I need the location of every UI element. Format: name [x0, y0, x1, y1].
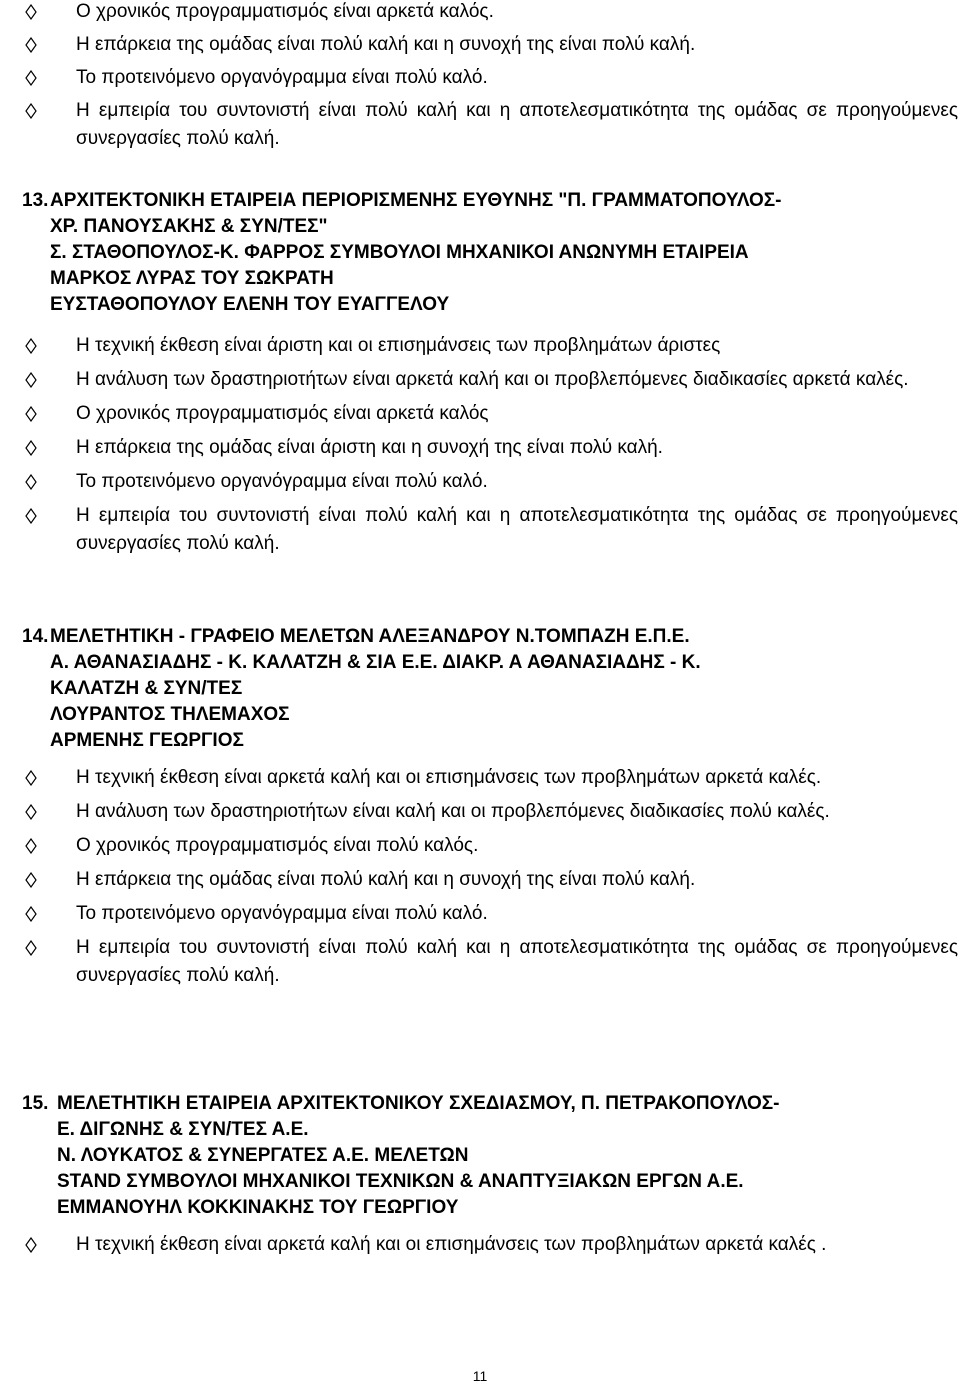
heading-line: ΧΡ. ΠΑΝΟΥΣΑΚΗΣ & ΣΥΝ/ΤΕΣ"	[50, 216, 328, 237]
section-number: 13.	[22, 190, 49, 211]
list-item: Η εμπειρία του συντονιστή είναι πολύ καλή και η αποτελεσματικότητα της ομάδας σε προηγούμενες συνεργασίες πολύ καλή.	[0, 934, 960, 990]
diamond-outline-icon	[22, 434, 42, 462]
list-item: Η τεχνική έκθεση είναι άριστη και οι επισημάνσεις των προβλημάτων άριστες	[0, 332, 960, 360]
list-item: Ο χρονικός προγραμματισμός είναι αρκετά καλός.	[0, 0, 960, 26]
list-item: Η επάρκεια της ομάδας είναι άριστη και η συνοχή της είναι πολύ καλή.	[0, 434, 960, 462]
heading-line: ΚΑΛΑΤΖΗ & ΣΥΝ/ΤΕΣ	[50, 678, 243, 699]
diamond-outline-icon	[22, 764, 42, 792]
list-item: Ο χρονικός προγραμματισμός είναι πολύ καλός.	[0, 832, 960, 860]
heading-line: Α. ΑΘΑΝΑΣΙΑΔΗΣ - Κ. ΚΑΛΑΤΖΗ & ΣΙΑ Ε.Ε. ΔΙΑΚΡ. Α ΑΘΑΝΑΣΙΑΔΗΣ - Κ.	[50, 652, 701, 673]
heading-line: ΜΕΛΕΤΗΤΙΚΗ ΕΤΑΙΡΕΙΑ ΑΡΧΙΤΕΚΤΟΝΙΚΟΥ ΣΧΕΔΙΑΣΜΟΥ, Π. ΠΕΤΡΑΚΟΠΟΥΛΟΣ-	[57, 1093, 780, 1114]
heading-line: ΑΡΧΙΤΕΚΤΟΝΙΚΗ ΕΤΑΙΡΕΙΑ ΠΕΡΙΟΡΙΣΜΕΝΗΣ ΕΥΘΥΝΗΣ "Π. ΓΡΑΜΜΑΤΟΠΟΥΛΟΣ-	[50, 190, 782, 211]
heading-line: ΛΟΥΡΑΝΤΟΣ ΤΗΛΕΜΑΧΟΣ	[50, 704, 290, 725]
list-item: Η εμπειρία του συντονιστή είναι πολύ καλή και η αποτελεσματικότητα της ομάδας σε προηγούμενες συνεργασίες πολύ καλή.	[0, 97, 960, 153]
heading-line: ΑΡΜΕΝΗΣ ΓΕΩΡΓΙΟΣ	[50, 730, 244, 751]
diamond-outline-icon	[22, 832, 42, 860]
diamond-outline-icon	[22, 400, 42, 428]
section-13-heading	[0, 188, 960, 318]
list-item: Η τεχνική έκθεση είναι αρκετά καλή και οι επισημάνσεις των προβλημάτων αρκετά καλές.	[0, 764, 960, 792]
heading-line: Ε. ΔΙΓΩΝΗΣ & ΣΥΝ/ΤΕΣ Α.Ε.	[57, 1119, 309, 1140]
section-15-heading	[0, 1091, 960, 1221]
list-item: Ο χρονικός προγραμματισμός είναι αρκετά καλός	[0, 400, 960, 428]
list-item: Η ανάλυση των δραστηριοτήτων είναι αρκετά καλή και οι προβλεπόμενες διαδικασίες αρκετά καλές.	[0, 366, 960, 394]
diamond-outline-icon	[22, 934, 42, 962]
list-item: Η επάρκεια της ομάδας είναι πολύ καλή και η συνοχή της είναι πολύ καλή.	[0, 31, 960, 59]
section-14-list	[0, 764, 960, 990]
list-item: Η τεχνική έκθεση είναι αρκετά καλή και οι επισημάνσεις των προβλημάτων αρκετά καλές .	[0, 1231, 960, 1259]
diamond-outline-icon	[22, 502, 42, 530]
heading-line: STAND ΣΥΜΒΟΥΛΟΙ ΜΗΧΑΝΙΚΟΙ ΤΕΧΝΙΚΩΝ & ΑΝΑΠΤΥΞΙΑΚΩΝ ΕΡΓΩΝ Α.Ε.	[57, 1171, 744, 1192]
bullet-list-continued	[0, 0, 960, 153]
page-number: 11	[472, 1368, 488, 1384]
section-14-heading	[0, 624, 960, 754]
heading-line: ΜΕΛΕΤΗΤΙΚΗ - ΓΡΑΦΕΙΟ ΜΕΛΕΤΩΝ ΑΛΕΞΑΝΔΡΟΥ Ν.ΤΟΜΠΑΖΗ Ε.Π.Ε.	[50, 626, 690, 647]
list-item: Η εμπειρία του συντονιστή είναι πολύ καλή και η αποτελεσματικότητα της ομάδας σε προηγούμενες συνεργασίες πολύ καλή.	[0, 502, 960, 558]
diamond-outline-icon	[22, 97, 42, 125]
diamond-outline-icon	[22, 468, 42, 496]
heading-line: ΜΑΡΚΟΣ ΛΥΡΑΣ ΤΟΥ ΣΩΚΡΑΤΗ	[50, 268, 334, 289]
diamond-outline-icon	[22, 866, 42, 894]
diamond-outline-icon	[22, 31, 42, 59]
diamond-outline-icon	[22, 798, 42, 826]
heading-line: Ν. ΛΟΥΚΑΤΟΣ & ΣΥΝΕΡΓΑΤΕΣ Α.Ε. ΜΕΛΕΤΩΝ	[57, 1145, 469, 1166]
diamond-outline-icon	[22, 64, 42, 92]
section-number: 14.	[22, 626, 49, 647]
diamond-outline-icon	[22, 0, 42, 26]
heading-line: ΕΜΜΑΝΟΥΗΛ ΚΟΚΚΙΝΑΚΗΣ ΤΟΥ ΓΕΩΡΓΙΟΥ	[57, 1197, 459, 1218]
list-item: Το προτεινόμενο οργανόγραμμα είναι πολύ καλό.	[0, 468, 960, 496]
diamond-outline-icon	[22, 366, 42, 394]
list-item: Το προτεινόμενο οργανόγραμμα είναι πολύ καλό.	[0, 64, 960, 92]
list-item: Η ανάλυση των δραστηριοτήτων είναι καλή και οι προβλεπόμενες διαδικασίες πολύ καλές.	[0, 798, 960, 826]
heading-line: Σ. ΣΤΑΘΟΠΟΥΛΟΣ-Κ. ΦΑΡΡΟΣ ΣΥΜΒΟΥΛΟΙ ΜΗΧΑΝΙΚΟΙ ΑΝΩΝΥΜΗ ΕΤΑΙΡΕΙΑ	[50, 242, 749, 263]
section-15-list	[0, 1231, 960, 1259]
diamond-outline-icon	[22, 332, 42, 360]
diamond-outline-icon	[22, 900, 42, 928]
heading-line: ΕΥΣΤΑΘΟΠΟΥΛΟΥ ΕΛΕΝΗ ΤΟΥ ΕΥΑΓΓΕΛΟΥ	[50, 294, 450, 315]
list-item: Το προτεινόμενο οργανόγραμμα είναι πολύ καλό.	[0, 900, 960, 928]
section-13-list	[0, 332, 960, 558]
list-item: Η επάρκεια της ομάδας είναι πολύ καλή και η συνοχή της είναι πολύ καλή.	[0, 866, 960, 894]
diamond-outline-icon	[22, 1231, 42, 1259]
section-number: 15.	[22, 1093, 49, 1114]
